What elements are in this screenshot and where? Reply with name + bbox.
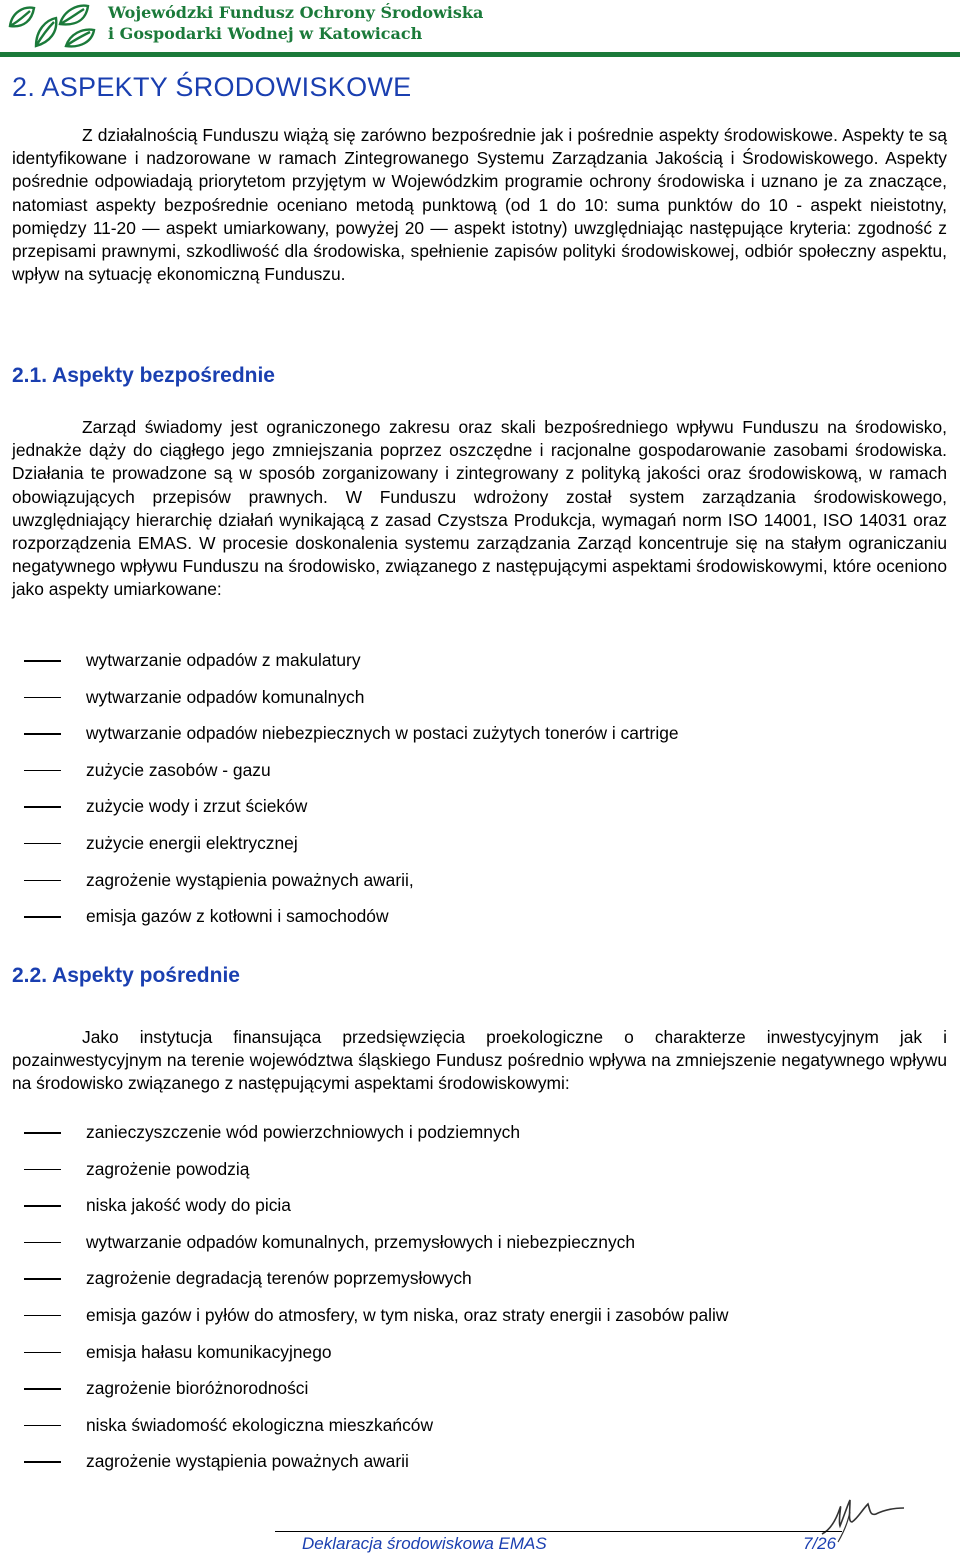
- header-divider: [0, 52, 960, 57]
- list-item-text: zużycie energii elektrycznej: [86, 832, 298, 853]
- list-item: [0, 1231, 728, 1268]
- indirect-aspects-list: [0, 1121, 728, 1487]
- dash-bullet-icon: [24, 770, 61, 772]
- subsection-title-direct: 2.1. Aspekty bezpośrednie: [12, 364, 275, 387]
- page-header: [0, 0, 960, 52]
- list-item: [0, 1377, 728, 1414]
- dash-bullet-icon: [24, 916, 61, 918]
- list-item-text: zużycie wody i zrzut ścieków: [86, 796, 308, 817]
- dash-bullet-icon: [24, 1169, 61, 1171]
- dash-bullet-icon: [24, 733, 61, 735]
- footer-divider: [275, 1531, 842, 1532]
- dash-bullet-icon: [24, 660, 61, 662]
- dash-bullet-icon: [24, 697, 61, 699]
- list-item: [0, 759, 679, 796]
- list-item: [0, 1414, 728, 1451]
- dash-bullet-icon: [24, 1242, 61, 1244]
- list-item-text: zanieczyszczenie wód powierzchniowych i podziemnych: [86, 1122, 521, 1142]
- dash-bullet-icon: [24, 1461, 61, 1463]
- list-item-text: zagrożenie bioróżnorodności: [86, 1378, 309, 1399]
- list-item: [0, 649, 679, 686]
- intro-paragraph: Z działalnością Funduszu wiążą się zarówno bezpośrednie jak i pośrednie aspekty środowiskowe. Aspekty te są identyfikowane i nadzorowane w ramach Zintegrowanego Systemu Zarządzania Jakością i Środowiskowego. Aspekty pośrednie odpowiadają priorytetom przyjętym w Wojewódzkim programie ochrony środowiska i uznano je za znaczące, natomiast aspekty bezpośrednie oceniano metodą punktową (od 1 do 10: suma punktów do 10 - aspekt nieistotny, pomiędzy 11-20 — aspekt umiarkowany, powyżej 20 — aspekt istotny) uwzględniając następujące kryteria: zgodność z przepisami prawnymi, szkodliwość dla środowiska, spełnienie zapisów polityki środowiskowej, odbiór społeczny aspektu, wpływ na sytuację ekonomiczną Funduszu.: [12, 125, 947, 285]
- list-item-text: zużycie zasobów - gazu: [86, 759, 271, 780]
- dash-bullet-icon: [24, 1278, 61, 1280]
- dash-bullet-icon: [24, 806, 61, 808]
- dash-bullet-icon: [24, 1352, 61, 1354]
- dash-bullet-icon: [24, 1205, 61, 1207]
- list-item: [0, 1304, 728, 1341]
- direct-aspects-paragraph: Zarząd świadomy jest ograniczonego zakresu oraz skali bezpośredniego wpływu Funduszu na środowisko, jednakże dąży do ciągłego jego zmniejszania poprzez oszczędne i racjonalne gospodarowanie zasobami środowiska. Działania te prowadzone są w sposób zorganizowany i zintegrowany z polityką jakości oraz środowiskową, w ramach obowiązujących przepisów prawnych. W Funduszu wdrożony został system zarządzania środowiskowego, uwzględniający hierarchię działań wynikającą z zasad Czystsza Produkcja, wymagań norm ISO 14001, ISO 14031 oraz rozporządzenia EMAS. W procesie doskonalenia systemu zarządzania Zarząd koncentruje się na stałym ograniczaniu negatywnego wpływu Funduszu na środowisko, związanego z następującymi aspektami środowiskowymi, które oceniono jako aspekty umiarkowane:: [12, 417, 947, 600]
- organization-name: [108, 2, 483, 44]
- list-item: [0, 686, 679, 723]
- dash-bullet-icon: [24, 1132, 61, 1134]
- list-item-text: zagrożenie degradacją terenów poprzemysłowych: [86, 1268, 472, 1289]
- list-item: [0, 905, 679, 942]
- section-title: 2. ASPEKTY ŚRODOWISKOWE: [12, 72, 412, 102]
- direct-aspects-list: [0, 649, 679, 942]
- list-item: [0, 1341, 728, 1378]
- footer-document-title: Deklaracja środowiskowa EMAS: [302, 1534, 547, 1553]
- list-item-text: niska świadomość ekologiczna mieszkańców: [86, 1414, 433, 1435]
- dash-bullet-icon: [24, 1425, 61, 1427]
- subsection-title-indirect: 2.2. Aspekty pośrednie: [12, 964, 240, 987]
- list-item-text: wytwarzanie odpadów niebezpiecznych w postaci zużytych tonerów i cartrige: [86, 723, 679, 744]
- list-item: [0, 1450, 728, 1487]
- list-item-text: emisja hałasu komunikacyjnego: [86, 1341, 332, 1362]
- list-item-text: wytwarzanie odpadów z makulatury: [86, 650, 361, 670]
- list-item: [0, 1121, 728, 1158]
- page-number: 7/26: [803, 1534, 837, 1553]
- list-item: [0, 1267, 728, 1304]
- list-item-text: wytwarzanie odpadów komunalnych: [86, 686, 365, 707]
- list-item-text: zagrożenie wystąpienia poważnych awarii: [86, 1451, 409, 1472]
- list-item-text: emisja gazów z kotłowni i samochodów: [86, 906, 389, 927]
- indirect-aspects-paragraph: Jako instytucja finansująca przedsięwzięcia proekologiczne o charakterze inwestycyjnym jak i pozainwestycyjnym na terenie województwa śląskiego Fundusz pośrednio wpływa na zmniejszenie negatywnego wpływu na środowisko związanego z następującymi aspektami środowiskowymi:: [12, 1027, 947, 1094]
- list-item: [0, 832, 679, 869]
- list-item-text: emisja gazów i pyłów do atmosfery, w tym niska, oraz straty energii i zasobów paliw: [86, 1304, 729, 1325]
- dash-bullet-icon: [24, 843, 61, 845]
- organization-name-line2: i Gospodarki Wodnej w Katowicach: [108, 24, 423, 43]
- list-item-text: zagrożenie wystąpienia poważnych awarii,: [86, 869, 414, 890]
- list-item-text: niska jakość wody do picia: [86, 1195, 291, 1216]
- organization-name-line1: Wojewódzki Fundusz Ochrony Środowiska: [108, 3, 484, 22]
- dash-bullet-icon: [24, 1315, 61, 1317]
- list-item: [0, 869, 679, 906]
- dash-bullet-icon: [24, 1388, 61, 1390]
- list-item: [0, 1158, 728, 1195]
- list-item: [0, 795, 679, 832]
- list-item: [0, 1194, 728, 1231]
- list-item: [0, 722, 679, 759]
- dash-bullet-icon: [24, 880, 61, 882]
- list-item-text: zagrożenie powodzią: [86, 1158, 250, 1179]
- list-item-text: wytwarzanie odpadów komunalnych, przemysłowych i niebezpiecznych: [86, 1231, 636, 1252]
- leaf-logo-icon: [6, 2, 102, 50]
